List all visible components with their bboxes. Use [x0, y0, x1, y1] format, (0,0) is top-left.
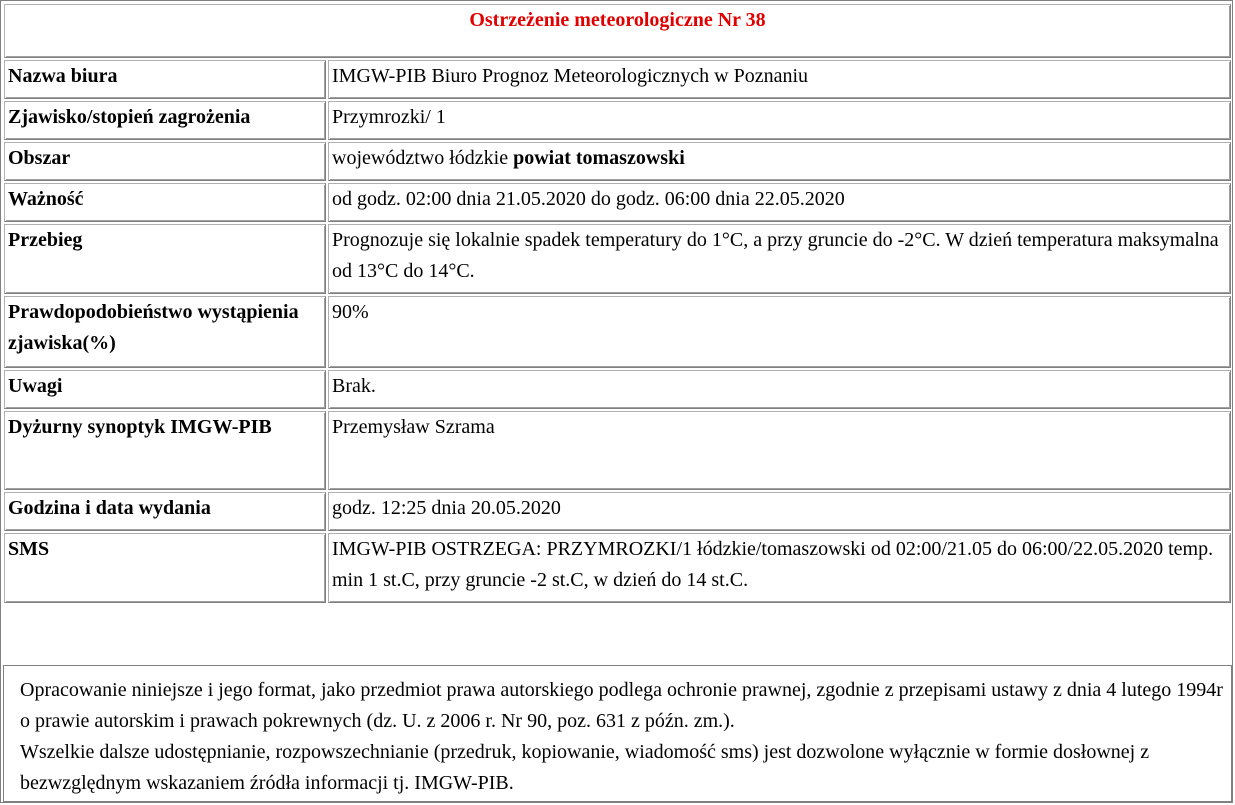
- row-value-issued: godz. 12:25 dnia 20.05.2020: [328, 492, 1231, 531]
- copyright-footer: [3, 665, 1232, 802]
- row-label-validity: Ważność: [4, 183, 326, 222]
- row-value-office: IMGW-PIB Biuro Prognoz Meteorologicznych w Poznaniu: [328, 60, 1231, 99]
- row-value-validity: od godz. 02:00 dnia 21.05.2020 do godz. 06:00 dnia 22.05.2020: [328, 183, 1231, 222]
- area-voivodeship: województwo łódzkie: [332, 147, 514, 169]
- area-county: powiat tomaszowski: [513, 147, 685, 169]
- table-row: [4, 142, 1231, 181]
- row-label-issued: Godzina i data wydania: [4, 492, 326, 531]
- row-label-phenomenon: Zjawisko/stopień zagrożenia: [4, 101, 326, 140]
- row-value-remarks: Brak.: [328, 370, 1231, 409]
- table-row: [4, 411, 1231, 490]
- table-row: [4, 101, 1231, 140]
- warning-table: [2, 2, 1233, 605]
- row-value-area: [328, 142, 1231, 181]
- row-value-phenomenon: Przymrozki/ 1: [328, 101, 1231, 140]
- table-row: [4, 533, 1231, 603]
- row-label-probability: Prawdopodobieństwo wystąpienia zjawiska(%): [4, 296, 326, 368]
- row-label-remarks: Uwagi: [4, 370, 326, 409]
- row-value-course: Prognozuje się lokalnie spadek temperatury do 1°C, a przy gruncie do -2°C. W dzień temperatura maksymalna od 13°C do 14°C.: [328, 224, 1231, 294]
- table-row: [4, 60, 1231, 99]
- table-row: [4, 370, 1231, 409]
- distribution-paragraph: Wszelkie dalsze udostępnianie, rozpowszechnianie (przedruk, kopiowanie, wiadomość sms) jest dozwolone wyłącznie w formie dosłownej z bezwzględnym wskazaniem źródła informacji tj. IMGW-PIB.: [20, 741, 1150, 794]
- row-label-office: Nazwa biura: [4, 60, 326, 99]
- table-row: [4, 296, 1231, 368]
- warning-title: Ostrzeżenie meteorologiczne Nr 38: [4, 4, 1231, 58]
- row-value-probability: 90%: [328, 296, 1231, 368]
- row-value-sms: IMGW-PIB OSTRZEGA: PRZYMROZKI/1 łódzkie/tomaszowski od 02:00/21.05 do 06:00/22.05.2020 temp. min 1 st.C, przy gruncie -2 st.C, w dzień do 14 st.C.: [328, 533, 1231, 603]
- row-value-synoptic: Przemysław Szrama: [328, 411, 1231, 490]
- table-row: [4, 183, 1231, 222]
- table-row: [4, 492, 1231, 531]
- row-label-sms: SMS: [4, 533, 326, 603]
- row-label-synoptic: Dyżurny synoptyk IMGW-PIB: [4, 411, 326, 490]
- row-label-course: Przebieg: [4, 224, 326, 294]
- copyright-paragraph: Opracowanie niniejsze i jego format, jako przedmiot prawa autorskiego podlega ochronie prawnej, zgodnie z przepisami ustawy z dnia 4 lutego 1994r o prawie autorskim i prawach pokrewnych (dz. U. z 2006 r. Nr 90, poz. 631 z późn. zm.).: [20, 679, 1223, 732]
- row-label-area: Obszar: [4, 142, 326, 181]
- table-row: [4, 224, 1231, 294]
